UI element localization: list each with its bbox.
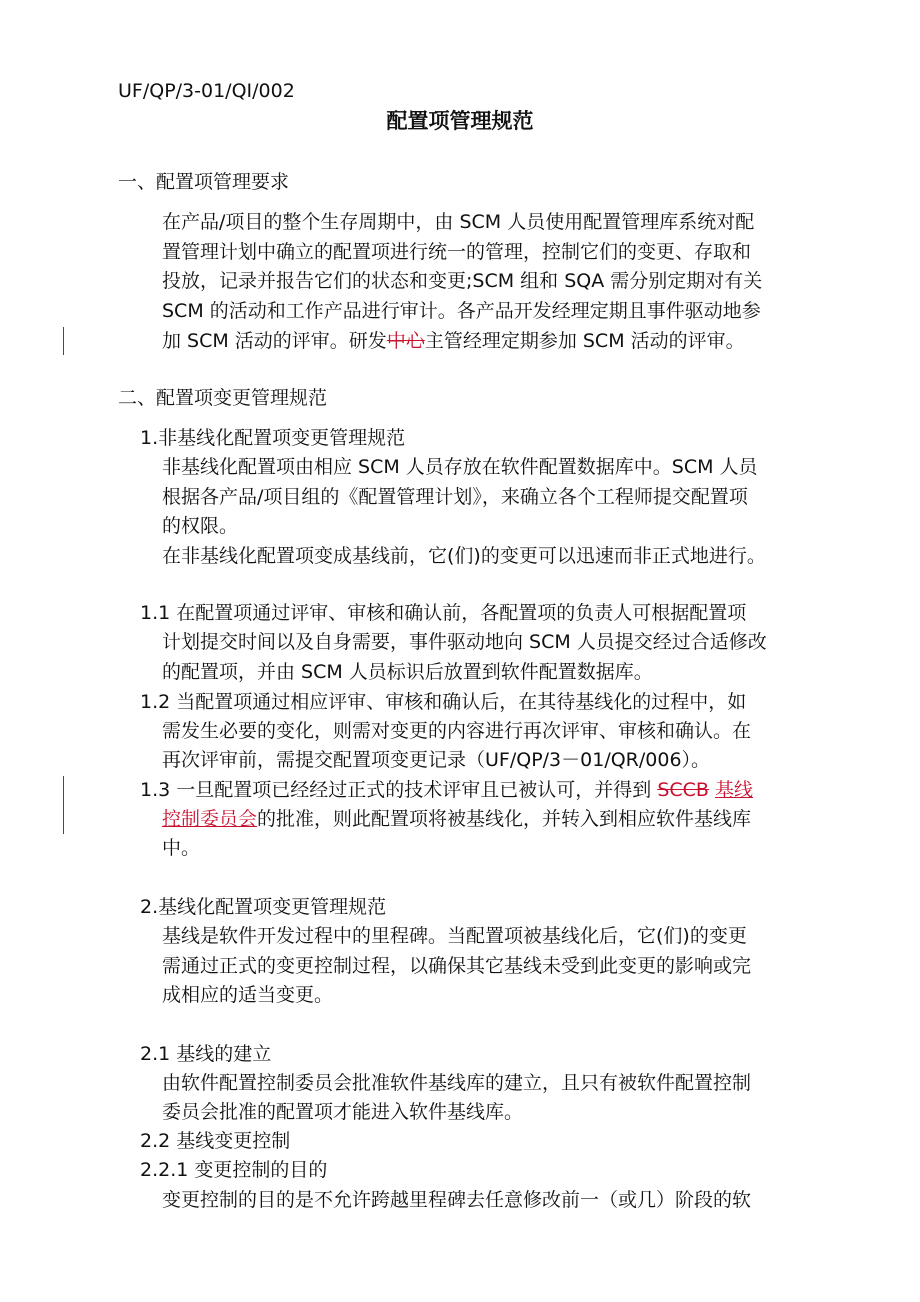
deleted-text: 中心 (386, 330, 425, 352)
subsection-heading: 2.基线化配置项变更管理规范 (140, 896, 387, 918)
change-bar (63, 327, 64, 355)
list-item-line: 中。 (162, 837, 201, 859)
list-item-line: 的配置项，并由 SCM 人员标识后放置到软件配置数据库。 (162, 661, 653, 683)
paragraph-line: 基线是软件开发过程中的里程碑。当配置项被基线化后，它(们)的变更 (162, 925, 747, 947)
text-run: 的批准，则此配置项将被基线化，并转入到相应软件基线库 (257, 808, 752, 830)
subsection-heading: 2.1 基线的建立 (140, 1043, 272, 1065)
paragraph-line: 由软件配置控制委员会批准软件基线库的建立，且只有被软件配置控制 (162, 1072, 752, 1094)
inserted-text: 控制委员会 (162, 808, 258, 830)
text-run: 主管经理定期参加 SCM 活动的评审。 (424, 330, 745, 352)
text-run: 加 SCM 活动的评审。研发 (162, 330, 387, 352)
inserted-text: 基线 (715, 779, 754, 801)
list-item-line: 1.1 在配置项通过评审、审核和确认前，各配置项的负责人可根据配置项 (140, 602, 747, 624)
paragraph-line: 在产品/项目的整个生存周期中，由 SCM 人员使用配置管理库系统对配 (162, 211, 755, 233)
text-run: 1.3 一旦配置项已经经过正式的技术评审且已被认可，并得到 (140, 779, 658, 801)
list-item-line: 计划提交时间以及自身需要，事件驱动地向 SCM 人员提交经过合适修改 (162, 631, 767, 653)
paragraph-line: 委员会批准的配置项才能进入软件基线库。 (162, 1101, 524, 1123)
page-title: 配置项管理规范 (386, 109, 534, 133)
paragraph-line: 成相应的适当变更。 (162, 984, 334, 1006)
paragraph-line: 非基线化配置项由相应 SCM 人员存放在软件配置数据库中。SCM 人员 (162, 456, 758, 478)
list-item-line: 1.2 当配置项通过相应评审、审核和确认后，在其待基线化的过程中，如 (140, 691, 747, 713)
paragraph-line (162, 327, 745, 355)
subsection-heading: 1.非基线化配置项变更管理规范 (140, 427, 406, 449)
change-bar (63, 776, 64, 834)
section-heading: 一、配置项管理要求 (118, 171, 290, 193)
paragraph-line: 置管理计划中确立的配置项进行统一的管理，控制它们的变更、存取和 (162, 241, 752, 263)
paragraph-line: 投放，记录并报告它们的状态和变更;SCM 组和 SQA 需分别定期对有关 (162, 270, 763, 292)
list-item-line: 再次评审前，需提交配置项变更记录（UF/QP/3－01/QR/006）。 (162, 749, 711, 771)
paragraph-line: 在非基线化配置项变成基线前，它(们)的变更可以迅速而非正式地进行。 (162, 545, 766, 567)
list-item-line (140, 776, 753, 804)
deleted-text: SCCB (657, 779, 709, 801)
list-item-line (162, 805, 751, 833)
paragraph-line: SCM 的活动和工作产品进行审计。各产品开发经理定期且事件驱动地参 (162, 300, 761, 322)
subsection-heading: 2.2.1 变更控制的目的 (140, 1159, 328, 1181)
paragraph-line: 变更控制的目的是不允许跨越里程碑去任意修改前一（或几）阶段的软 (162, 1189, 752, 1211)
subsection-heading: 2.2 基线变更控制 (140, 1130, 291, 1152)
doc-code: UF/QP/3-01/QI/002 (118, 80, 295, 102)
list-item-line: 需发生必要的变化，则需对变更的内容进行再次评审、审核和确认。在 (162, 720, 752, 742)
paragraph-line: 根据各产品/项目组的《配置管理计划》，来确立各个工程师提交配置项 (162, 486, 748, 508)
paragraph-line: 需通过正式的变更控制过程，以确保其它基线未受到此变更的影响或完 (162, 955, 752, 977)
paragraph-line: 的权限。 (162, 515, 239, 537)
section-heading: 二、配置项变更管理规范 (118, 387, 328, 409)
